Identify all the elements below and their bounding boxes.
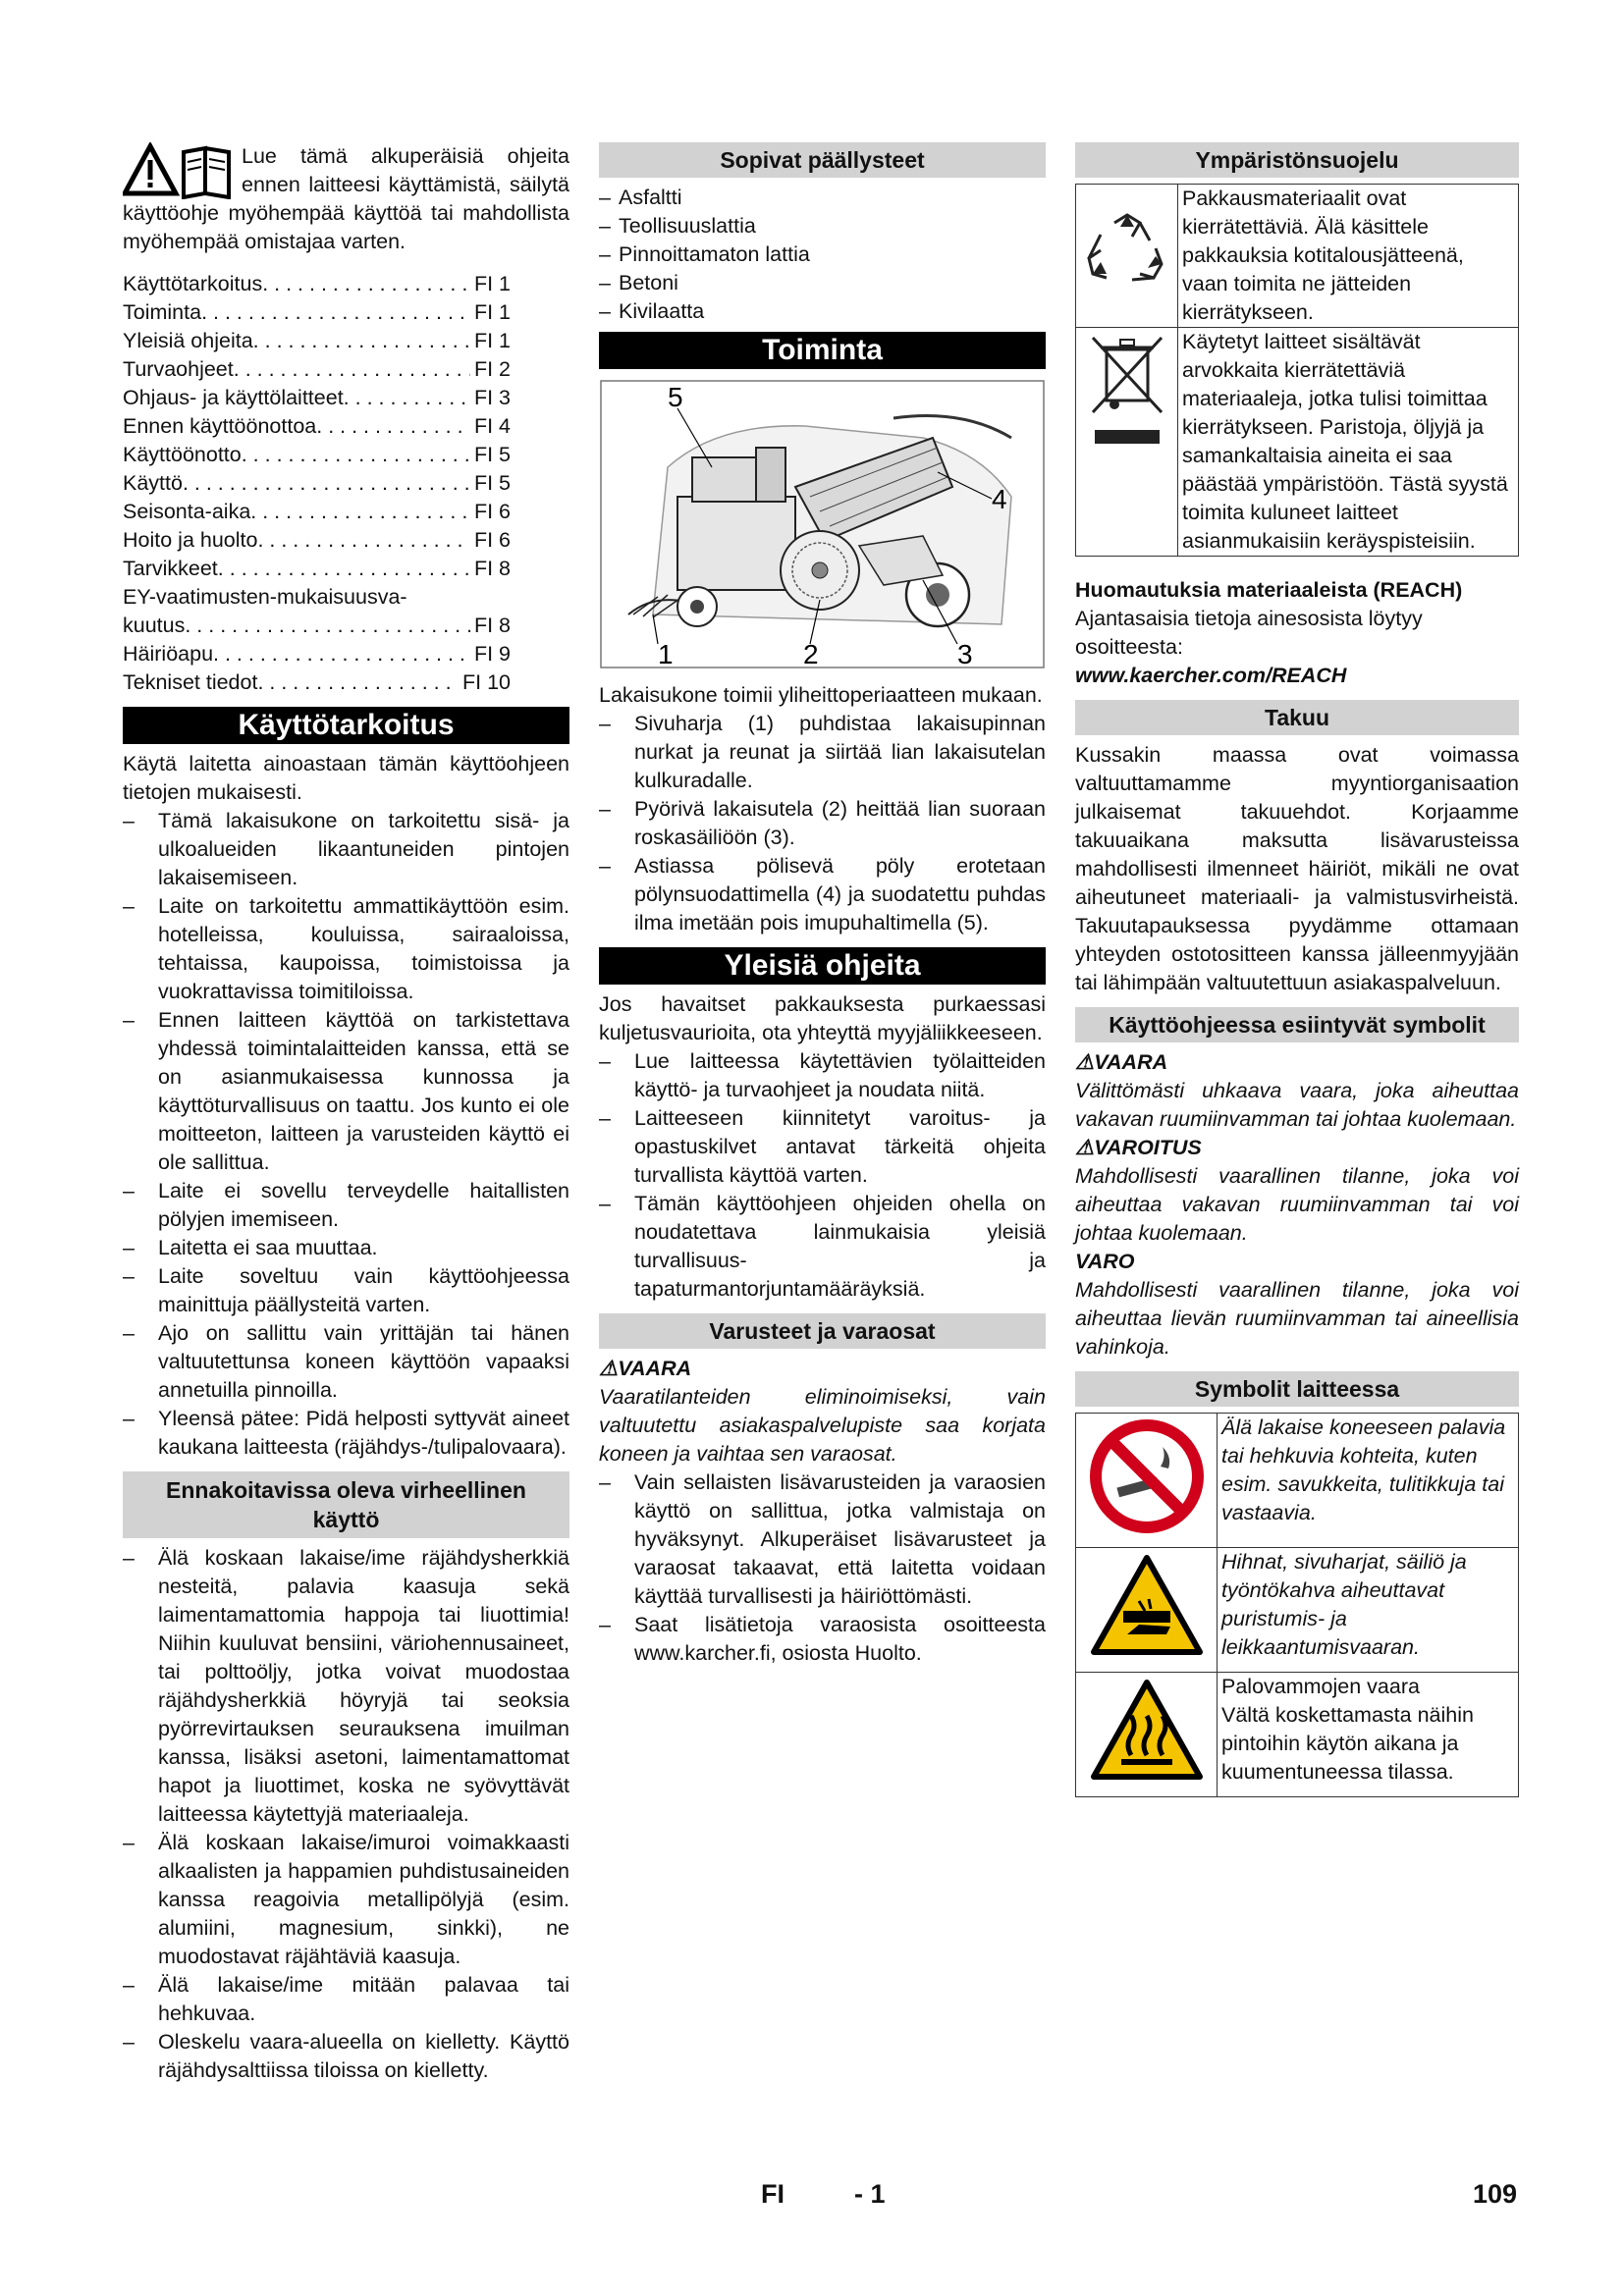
list-item: – Laite soveltuu vain käyttöohjeessa mainittuja päällysteitä varten. [123,1262,569,1319]
toc-row[interactable]: Häiriöapu . . . FI 9 [123,640,511,668]
parts-list [599,1468,1046,1668]
list-item: – Astiassa pölisevä pöly erotetaan pölynsuodattimella (4) ja suodatettu puhdas ilma imetään pois imupuhaltimella (5). [599,852,1046,937]
toc-row[interactable]: Hoito ja huolto . . . FI 6 [123,526,511,555]
general-intro: Jos havaitset pakkauksesta purkaessasi kuljetusvaurioita, ota yhteyttä myyjäliikkeeseen. [599,992,1046,1044]
varo-text: Mahdollisesti vaarallinen tilanne, joka voi aiheuttaa lievän ruumiinvamman tai aineellisia vahinkoja. [1075,1278,1519,1359]
varo-label: VARO [1075,1250,1135,1273]
list-item: – Teollisuuslattia [599,212,1046,240]
footer-page-number: 109 [1473,2179,1518,2209]
figure-label-1: 1 [658,639,674,669]
packaging-text: Pakkausmateriaalit ovat kierrätettäviä. Älä käsittele pakkauksia kotitalousjätteenä, vaan toimita ne jätteiden kierrätykseen. [1178,185,1519,328]
list-item: – Laite on tarkoitettu ammattikäyttöön esim. hotelleissa, kouluissa, sairaaloissa, tehtaissa, kaupoissa, toimistoissa ja vuokrattavissa toimitiloissa. [123,892,569,1006]
column-right [1075,142,1519,1797]
toc-row[interactable]: Käyttötarkoitus . . . FI 1 [123,270,511,298]
footer-lang: FI [761,2179,785,2209]
table-row [1076,1414,1519,1548]
list-item: – Lue laitteessa käytettävien työlaitteiden käyttö- ja turvaohjeet ja noudata niitä. [599,1047,1046,1104]
recycle-icon [1085,213,1169,292]
section-heading-kayttotarkoitus: Käyttötarkoitus [123,707,569,744]
figure-label-2: 2 [803,639,819,669]
section-heading-toiminta: Toiminta [599,332,1046,369]
table-row [1076,185,1519,328]
section-heading-takuu: Takuu [1075,700,1519,735]
disposal-text: Käytetyt laitteet sisältävät arvokkaita kierrätettäviä materiaaleja, jotka tulisi toimittaa kierrätykseen. Paristoja, öljyjä ja samankaltaisia aineita ei saa päästää ympäristöön. Tästä syystä toimita kuluneet laitteet asianmukaisiin keräyspisteisiin. [1178,328,1519,557]
figure-label-3: 3 [957,639,973,669]
section-heading-yleisia: Yleisiä ohjeita [599,947,1046,985]
no-burning-objects-icon [1088,1417,1206,1535]
reach-link[interactable]: www.kaercher.com/REACH [1075,664,1347,687]
toc-row[interactable]: Käyttö . . . FI 5 [123,469,511,498]
toc-row[interactable]: Käyttöönotto . . . FI 5 [123,441,511,469]
list-item: – Laitteeseen kiinnitetyt varoitus- ja opastuskilvet antavat tärkeitä ohjeita turvallista käyttöä varten. [599,1104,1046,1190]
section-heading-virheellinen: Ennakoitavissa oleva virheellinen käyttö [123,1471,569,1538]
hand-crush-warning-icon [1088,1552,1206,1660]
list-item: – Saat lisätietoja varaosista osoitteesta www.karcher.fi, osiosta Huolto. [599,1611,1046,1668]
surfaces-list [599,184,1046,326]
no-burning-text: Älä lakaise koneeseen palavia tai hehkuvia kohteita, kuten esim. savukkeita, tulitikkuja tai vastaavia. [1218,1414,1519,1548]
list-item: – Pyörivä lakaisutela (2) heittää lian suoraan roskasäiliöön (3). [599,795,1046,852]
toc-row[interactable]: Toiminta . . . FI 1 [123,298,511,327]
list-item: – Betoni [599,269,1046,297]
environment-table [1075,184,1519,557]
section-heading-symbolit: Käyttöohjeessa esiintyvät symbolit [1075,1007,1519,1042]
list-item: – Ennen laitteen käyttöä on tarkistettava yhdessä toimintalaitteiden kanssa, että se on asianmukaisessa kunnossa ja käyttöturvallisuus on taattu. Jos kunto ei ole moitteeton, laitteen ja varusteiden käyttö ei ole sallittua. [123,1006,569,1177]
figure-label-5: 5 [668,382,683,412]
hot-surface-title: Palovammojen vaara [1221,1675,1420,1698]
list-item: – Laitetta ei saa muuttaa. [123,1234,569,1262]
intro-block [123,142,569,256]
list-item: – Vain sellaisten lisävarusteiden ja varaosien käyttö on sallittua, jotka valmistaja on hyväksynyt. Alkuperäiset lisävarusteet ja varaosat takaavat, että laitetta voidaan käyttää turvallisesti ja häiriöttömästi. [599,1468,1046,1611]
section-intro: Käytä laitetta ainoastaan tämän käyttöohjeen tietojen mukaisesti. [123,752,569,804]
footer-local-page: - 1 [854,2179,886,2209]
section-heading-paallysteet: Sopivat päällysteet [599,142,1046,178]
reach-heading: Huomautuksia materiaaleista (REACH) [1075,578,1463,602]
hot-surface-cell [1218,1673,1519,1797]
list-item: – Älä lakaise/ime mitään palavaa tai hehkuvaa. [123,1971,569,2028]
figure-label-4: 4 [992,484,1007,514]
list-item: – Älä koskaan lakaise/imuroi voimakkaasti alkaalisten ja happamien puhdistusaineiden kanssa reagoivia metallipölyjä (esim. alumiini, magnesium, sinkki), ne muodostavat räjähtäviä kaasuja. [123,1829,569,1971]
list-item: – Yleensä pätee: Pidä helposti syttyvät aineet kaukana laitteesta (räjähdys-/tulipalovaara). [123,1405,569,1462]
varoitus-label: ⚠VAROITUS [1075,1136,1202,1159]
toc-row[interactable]: Ohjaus- ja käyttölaitteet . . . FI 3 [123,384,511,412]
warning-manual-icon [123,142,236,199]
danger-text: Vaaratilanteiden eliminoimiseksi, vain valtuutettu asiakaspalvelupiste saa korjata koneen ja vaihtaa sen varaosat. [599,1385,1046,1466]
crossed-bin-icon [1085,332,1169,459]
toc-row[interactable]: kuutus . . . FI 8 [123,612,511,640]
reach-text: Ajantasaisia tietoja ainesosista löytyy osoitteesta: [1075,607,1423,659]
column-left [123,142,569,2085]
table-row [1076,1548,1519,1673]
list-item: – Kivilaatta [599,297,1046,326]
table-row [1076,328,1519,557]
crush-text: Hihnat, sivuharjat, säiliö ja työntökahva aiheuttavat puristumis- ja leikkaantumisvaaran. [1218,1548,1519,1673]
toc-row[interactable]: Turvaohjeet . . . FI 2 [123,355,511,384]
toc-row[interactable]: Tarvikkeet . . . FI 8 [123,555,511,583]
function-intro: Lakaisukone toimii yliheittoperiaatteen mukaan. [599,683,1043,707]
varoitus-text: Mahdollisesti vaarallinen tilanne, joka voi aiheuttaa vakavan ruumiinvamman tai voi johtaa kuolemaan. [1075,1164,1519,1245]
function-list [599,710,1046,937]
misuse-list [123,1544,569,2085]
warranty-text: Kussakin maassa ovat voimassa valtuuttamamme myyntiorganisaation julkaisemat takuuehdot. Korjaamme takuuaikana maksutta lisävarusteissa mahdollisesti ilmenneet häiriöt, mikäli ne ovat aiheutuneet materiaali- ja valmistusvirheistä. Takuutapauksessa pyydämme ottamaan yhteyden ostotositteen kanssa jälleenmyyjään tai lähimpään valtuutettuun asiakaspalveluun. [1075,743,1519,994]
hot-surface-text: Vältä koskettamasta näihin pintoihin käytön aikana ja kuumentuneessa tilassa. [1221,1703,1474,1784]
vaara-text: Välittömästi uhkaava vaara, joka aiheuttaa vakavan ruumiinvamman tai johtaa kuolemaan. [1075,1079,1519,1131]
table-of-contents [123,270,569,697]
vaara-label: ⚠VAARA [1075,1050,1168,1074]
list-item: – Ajo on sallittu vain yrittäjän tai hänen valtuutettunsa koneen käyttöön vapaaksi annetuilla pinnoilla. [123,1319,569,1405]
toc-row[interactable]: Ennen käyttöönottoa . . . FI 4 [123,412,511,441]
toc-row[interactable]: Yleisiä ohjeita . . . FI 1 [123,327,511,355]
hot-surface-warning-icon [1088,1677,1206,1785]
general-list [599,1047,1046,1304]
list-item: – Sivuharja (1) puhdistaa lakaisupinnan nurkat ja reunat ja siirtää lian lakaisutelan kulkuradalle. [599,710,1046,795]
list-item: – Tämä lakaisukone on tarkoitettu sisä- ja ulkoalueiden likaantuneiden pintojen lakaisemiseen. [123,807,569,892]
toc-row[interactable]: Seisonta-aika . . . FI 6 [123,498,511,526]
usage-list [123,807,569,1462]
list-item: – Pinnoittamaton lattia [599,240,1046,269]
section-heading-laitesymbolit: Symbolit laitteessa [1075,1371,1519,1407]
section-heading-varusteet: Varusteet ja varaosat [599,1313,1046,1349]
list-item: – Oleskelu vaara-alueella on kielletty. Käyttö räjähdysalttiissa tiloissa on kielletty. [123,2028,569,2085]
danger-label: ⚠VAARA [599,1357,692,1380]
device-symbols-table [1075,1413,1519,1797]
toc-row[interactable]: Tekniset tiedot . . . FI 10 [123,668,511,697]
list-item: – Tämän käyttöohjeen ohjeiden ohella on noudatettava lainmukaisia yleisiä turvallisuus- ja tapaturmantorjuntamääräyksiä. [599,1190,1046,1304]
section-heading-ymparisto: Ympäristönsuojelu [1075,142,1519,178]
list-item: – Laite ei sovellu terveydelle haitallisten pölyjen imemiseen. [123,1177,569,1234]
list-item: – Älä koskaan lakaise/ime räjähdysherkkiä nesteitä, palavia kaasuja sekä laimentamattomia happoja tai liuottimia! Niihin kuuluvat bensiini, väriohennusaineet, tai polttoöljy, jotka voivat muodostaa räjähdysherkkiä höyryjä tai seoksia pyörrevirtauksen seurauksena imuilman kanssa, lisäksi asetoni, laimentamattomat hapot ja liuottimet, koska ne syövyttävät laitteessa käytettyjä materiaaleja. [123,1544,569,1829]
list-item: – Asfaltti [599,184,1046,212]
column-middle [599,142,1046,1668]
table-row [1076,1673,1519,1797]
intro-text: Lue tämä alkuperäisiä ohjeita ennen laitteesi käyttämistä, säilytä käyttöohje myöhempää käyttöä tai mahdollista myöhempää omistajaa varten. [123,144,569,253]
sweeper-diagram [599,379,1046,673]
toc-row-line1[interactable]: EY-vaatimusten-mukaisuusva- [123,585,407,609]
